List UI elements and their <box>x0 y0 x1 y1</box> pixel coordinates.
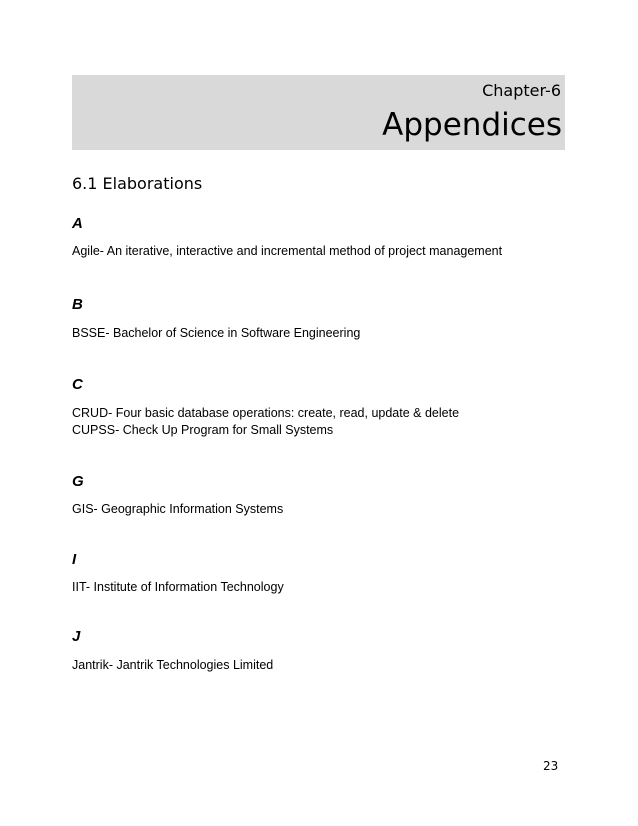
entry-iit: IIT- Institute of Information Technology <box>72 580 284 594</box>
group-letter-a: A <box>72 215 83 232</box>
entry-agile: Agile- An iterative, interactive and incremental method of project management <box>72 244 503 258</box>
entry-cupss: CUPSS- Check Up Program for Small Systems <box>72 423 334 437</box>
group-letter-c: C <box>72 376 83 393</box>
group-letter-g: G <box>72 473 84 490</box>
entry-jantrik: Jantrik- Jantrik Technologies Limited <box>72 658 274 672</box>
chapter-title: Appendices <box>382 107 562 143</box>
page-number: 23 <box>543 759 559 773</box>
chapter-header-band <box>72 75 565 150</box>
group-letter-j: J <box>72 628 81 645</box>
group-letter-i: I <box>72 551 77 568</box>
entry-gis: GIS- Geographic Information Systems <box>72 502 284 516</box>
entry-crud: CRUD- Four basic database operations: create, read, update & delete <box>72 406 460 420</box>
section-heading: 6.1 Elaborations <box>72 174 203 193</box>
entry-bsse: BSSE- Bachelor of Science in Software Engineering <box>72 326 361 340</box>
chapter-label: Chapter-6 <box>482 81 561 100</box>
group-letter-b: B <box>72 296 83 313</box>
